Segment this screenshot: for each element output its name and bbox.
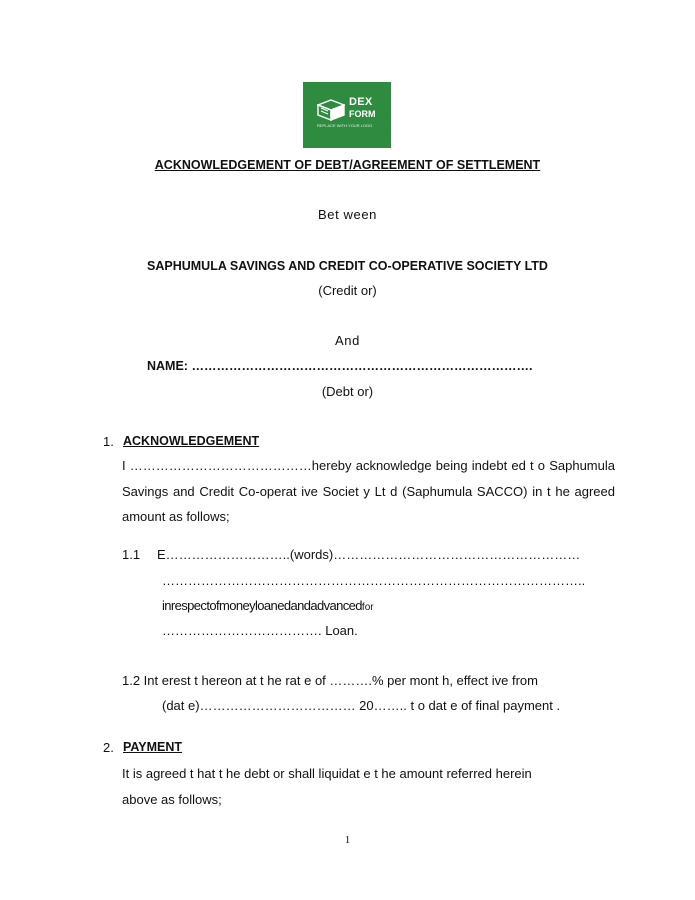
item-1-2-interest-line: 1.2 Int erest t hereon at t he rat e of ……….% per mont h, effect ive from xyxy=(122,673,538,688)
page-number: 1 xyxy=(344,834,351,846)
item-1-1-amount-line: E………………………..(words)………………………………………………… xyxy=(157,547,581,562)
item-1-1-purpose-for: for xyxy=(361,602,374,613)
section2-line2: above as follows; xyxy=(122,792,222,807)
and-label: And xyxy=(335,333,360,348)
item-1-2-date-line: (dat e)……………………………… 20…….. t o dat e of final payment . xyxy=(162,698,561,713)
item-1-1-number: 1.1 xyxy=(122,547,141,562)
debtor-role: (Debt or) xyxy=(321,384,374,399)
section2-number: 2. xyxy=(103,740,114,755)
section2-line1: It is agreed t hat t he debt or shall liquidat e t he amount referred herein xyxy=(122,766,532,781)
creditor-name: SAPHUMULA SAVINGS AND CREDIT CO-OPERATIVE SOCIETY LTD xyxy=(147,259,548,273)
item-1-1-loan-line: ………………………………. Loan. xyxy=(162,623,358,638)
name-label: NAME: xyxy=(147,359,188,373)
dexform-logo xyxy=(303,82,391,148)
section1-title: ACKNOWLEDGEMENT xyxy=(123,434,260,448)
item-1-1-blank-line: …………………………………………………………………………………….. xyxy=(162,573,586,588)
section2-title: PAYMENT xyxy=(123,740,183,754)
logo-brand-line2: FORM xyxy=(349,109,376,119)
name-blank: ………………………………………………………………………. xyxy=(187,359,533,373)
document-title: ACKNOWLEDGEMENT OF DEBT/AGREEMENT OF SETTLEMENT xyxy=(154,158,541,172)
logo-brand-line1: DEX xyxy=(349,96,373,108)
between-label: Bet ween xyxy=(317,207,377,222)
item-1-1-purpose-text: inrespectofmoneyloanedandadvanced xyxy=(162,598,362,613)
cube-logo-icon xyxy=(317,99,345,121)
debtor-name-line xyxy=(147,359,532,373)
section1-paragraph: I ……………………………………hereby acknowledge being indebt ed t o Saphumula Savings and Credit Co-operat ive Societ y Lt d (Saphumula SACCO) in t he agreed amount as follows; xyxy=(122,458,615,524)
item-1-1-purpose-line xyxy=(162,598,374,613)
logo-tagline: REPLACE WITH YOUR LOGO xyxy=(317,123,373,128)
section1-number: 1. xyxy=(103,434,114,449)
creditor-role: (Credit or) xyxy=(318,283,377,298)
